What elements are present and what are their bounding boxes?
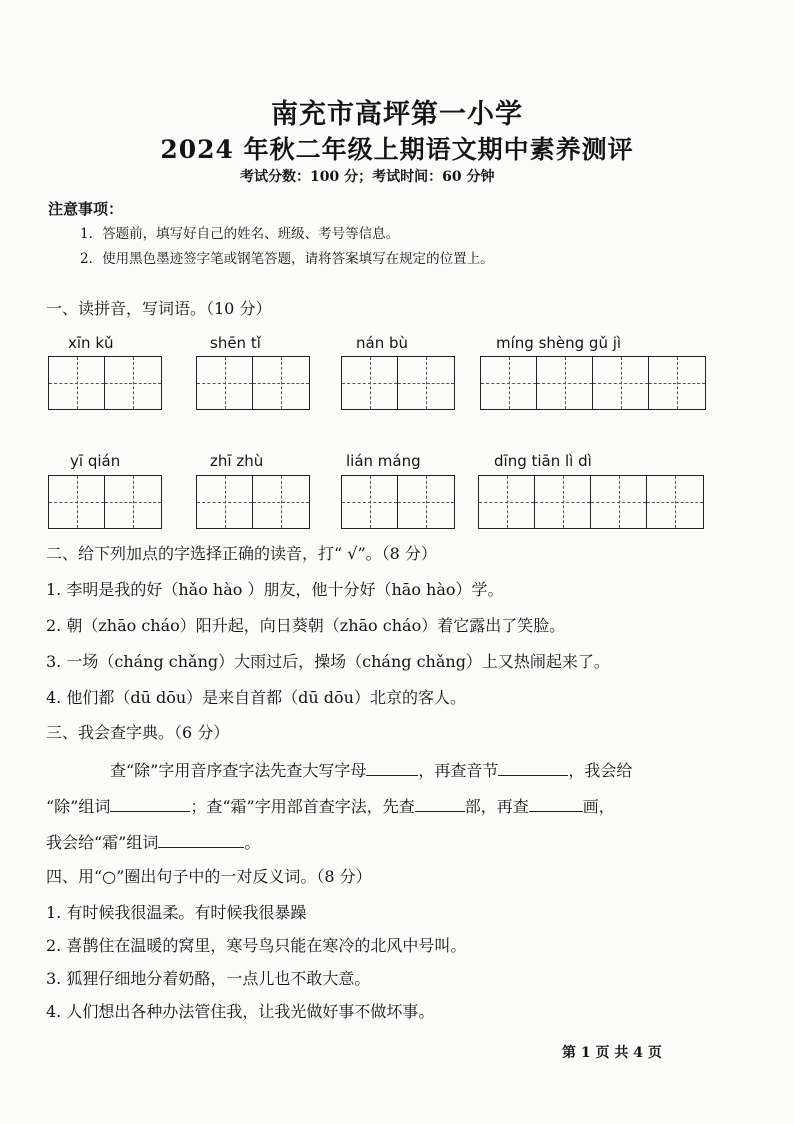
text: ，我会给 xyxy=(568,761,633,780)
writing-grid[interactable] xyxy=(341,475,455,529)
dictionary-line-1 xyxy=(110,758,632,781)
text: 部，再查 xyxy=(464,797,529,816)
notes-heading: 注意事项： xyxy=(48,200,124,218)
answer-blank[interactable] xyxy=(158,831,244,848)
pinyin-label: lián máng xyxy=(346,452,421,470)
answer-blank[interactable] xyxy=(110,795,190,812)
text: 查“除”字用音序查字法先查大写字母 xyxy=(110,761,367,780)
section-4-title: 四、用“○”圈出句子中的一对反义词。（8 分） xyxy=(46,867,372,886)
exam-info: 考试分数：100 分；考试时间：60 分钟 xyxy=(240,169,495,185)
sentence-line: 3. 狐狸仔细地分着奶酪，一点儿也不敢大意。 xyxy=(46,969,371,988)
pinyin-label: dīng tiān lì dì xyxy=(494,452,592,470)
dictionary-line-2 xyxy=(46,794,615,817)
answer-blank[interactable] xyxy=(529,795,583,812)
text: ，再查音节 xyxy=(418,761,499,780)
text: ；查“霜”字用部首查字法，先查 xyxy=(190,797,415,816)
question-line: 1. 李明是我的好（hǎo hào ）朋友，他十分好（hāo hào）学。 xyxy=(46,580,504,599)
sentence-line: 2. 喜鹊住在温暖的窝里，寒号鸟只能在寒冷的北风中号叫。 xyxy=(46,936,467,955)
section-3-title: 三、我会查字典。（6 分） xyxy=(46,723,230,742)
writing-grid[interactable] xyxy=(196,356,310,410)
answer-blank[interactable] xyxy=(415,795,465,812)
pinyin-label: yī qián xyxy=(70,452,121,470)
text: 我会给“霜”组词 xyxy=(46,833,159,852)
writing-grid[interactable] xyxy=(48,356,162,410)
pinyin-label: nán bù xyxy=(356,334,409,352)
sentence-line: 4. 人们想出各种办法管住我，让我光做好事不做坏事。 xyxy=(46,1002,435,1021)
dictionary-line-3 xyxy=(46,830,260,853)
pinyin-label: shēn tǐ xyxy=(210,334,261,352)
section-1-title: 一、读拼音，写词语。（10 分） xyxy=(46,299,272,318)
question-line: 4. 他们都（dū dōu）是来自首都（dū dōu）北京的客人。 xyxy=(46,688,466,707)
writing-grid[interactable] xyxy=(478,475,704,529)
pinyin-label: xīn kǔ xyxy=(68,334,114,352)
text: 。 xyxy=(244,833,261,852)
pinyin-label: zhī zhù xyxy=(210,452,264,470)
question-line: 3. 一场（cháng chǎng）大雨过后，操场（cháng chǎng）上又热闹起来了。 xyxy=(46,652,610,671)
writing-grid[interactable] xyxy=(480,356,706,410)
writing-grid[interactable] xyxy=(341,356,455,410)
writing-grid[interactable] xyxy=(48,475,162,529)
exam-title: 2024 年秋二年级上期语文期中素养测评 xyxy=(160,135,634,164)
sentence-line: 1. 有时候我很温柔。有时候我很暴躁 xyxy=(46,903,307,922)
note-item: 2．使用黑色墨迹签字笔或钢笔答题，请将答案填写在规定的位置上。 xyxy=(80,251,494,267)
section-2-title: 二、给下列加点的字选择正确的读音，打“ √”。（8 分） xyxy=(46,544,437,563)
answer-blank[interactable] xyxy=(498,759,568,776)
text: “除”组词 xyxy=(46,797,111,816)
page-number: 第 1 页 共 4 页 xyxy=(562,1045,662,1061)
text: 画， xyxy=(582,797,615,816)
writing-grid[interactable] xyxy=(196,475,310,529)
answer-blank[interactable] xyxy=(366,759,418,776)
note-item: 1．答题前，填写好自己的姓名、班级、考号等信息。 xyxy=(80,226,400,242)
school-name: 南充市高坪第一小学 xyxy=(271,99,523,130)
pinyin-label: míng shèng gǔ jì xyxy=(496,334,622,352)
question-line: 2. 朝（zhāo cháo）阳升起，向日葵朝（zhāo cháo）着它露出了笑脸。 xyxy=(46,616,566,635)
